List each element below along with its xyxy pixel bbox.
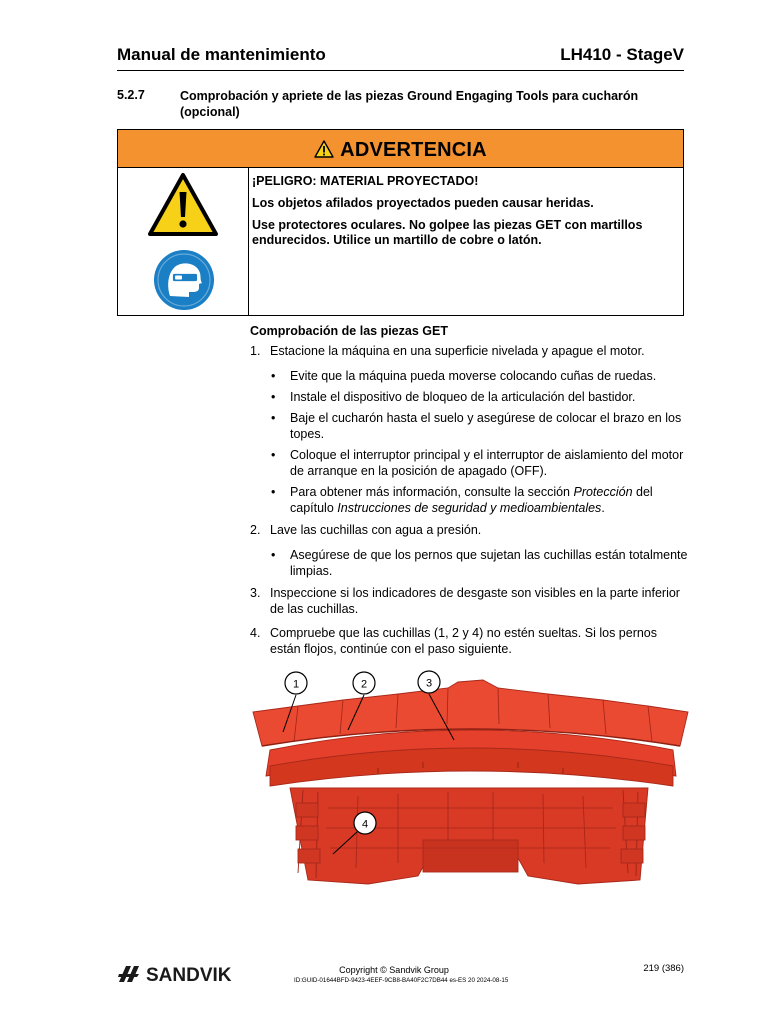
bullet-text: Asegúrese de que los pernos que sujetan las cuchillas están totalmente limpias. [290, 548, 688, 578]
step-text: Compruebe que las cuchillas (1, 2 y 4) no estén sueltas. Si los pernos están flojos, continúe con el paso siguiente. [270, 626, 658, 656]
bullet-text: Baje el cucharón hasta el suelo y asegúrese de colocar el brazo en los topes. [290, 411, 682, 441]
warning-text [252, 174, 669, 255]
warning-title: ADVERTENCIA [340, 139, 487, 161]
step-1-bullets [250, 368, 690, 516]
document-title: Manual de mantenimiento [117, 45, 326, 64]
header-divider [117, 70, 684, 71]
step-number: 1. [250, 344, 261, 358]
procedure [250, 323, 690, 657]
step-text: Estacione la máquina en una superficie nivelada y apague el motor. [270, 344, 645, 358]
warning-box [117, 129, 684, 316]
section-title: Comprobación y apriete de las piezas Ground Engaging Tools para cucharón (opcional) [180, 89, 639, 119]
bullet-item [250, 389, 690, 405]
cross-reference-chapter[interactable]: Instrucciones de seguridad y medioambientales [337, 501, 602, 515]
callout-label: 2 [360, 678, 368, 691]
step-2-bullets [250, 547, 690, 579]
bucket-body [253, 677, 688, 884]
procedure-step [250, 522, 690, 538]
step-number: 4. [250, 626, 261, 640]
machine-model: LH410 - StageV [560, 45, 684, 64]
bullet-text: Para obtener más información, consulte la sección Protección del capítulo Instrucciones de seguridad y medioambientales. [290, 485, 653, 515]
procedure-step [250, 343, 690, 359]
bullet-dot: • [271, 390, 276, 404]
cross-reference-section[interactable]: Protección [573, 485, 633, 499]
bullet-dot: • [271, 411, 276, 425]
bucket-get-illustration [248, 668, 693, 890]
warning-hazard: ¡PELIGRO: MATERIAL PROYECTADO! [252, 174, 479, 188]
procedure-heading: Comprobación de las piezas GET [250, 324, 448, 338]
sandvik-logo [117, 962, 241, 991]
bullet-item [250, 447, 690, 479]
warning-icons [118, 168, 249, 315]
step-text: Inspeccione si los indicadores de desgaste son visibles en la parte inferior de las cuchillas. [270, 586, 680, 616]
bullet-text: Instale el dispositivo de bloqueo de la articulación del bastidor. [290, 390, 636, 404]
callout-label: 1 [292, 678, 300, 691]
warning-triangle-icon [147, 172, 219, 238]
copyright: Copyright © Sandvik Group [339, 965, 449, 975]
warning-header [118, 130, 683, 168]
step-number: 2. [250, 523, 261, 537]
warning-consequence: Los objetos afilados proyectados pueden causar heridas. [252, 196, 594, 210]
bullet-item [250, 368, 690, 384]
page-number: 219 (386) [643, 963, 684, 974]
step-text: Lave las cuchillas con agua a presión. [270, 523, 482, 537]
warning-avoidance: Use protectores oculares. No golpee las piezas GET con martillos endurecidos. Utilice un martillo de cobre o latón. [252, 218, 643, 247]
eye-protection-icon [153, 249, 215, 311]
brand-name: SANDVIK [146, 965, 232, 986]
section-number: 5.2.7 [117, 88, 145, 102]
sandvik-logo-icon [118, 966, 139, 982]
document-id: ID:GUID-01644BFD-9423-4EEF-9CB8-BA40F2C7DB44 es-ES 20 2024-08-15 [294, 977, 509, 984]
procedure-step [250, 585, 690, 617]
bullet-text: Evite que la máquina pueda moverse colocando cuñas de ruedas. [290, 369, 657, 383]
bullet-dot: • [271, 485, 276, 499]
callout-label: 3 [425, 677, 433, 690]
bullet-dot: • [271, 448, 276, 462]
bullet-dot: • [271, 369, 276, 383]
bullet-item [250, 484, 690, 516]
callout-label: 4 [361, 818, 369, 831]
bullet-dot: • [271, 548, 276, 562]
bullet-text: Coloque el interruptor principal y el interruptor de aislamiento del motor de arranque en la posición de apagado (OFF). [290, 448, 684, 478]
bullet-item [250, 547, 690, 579]
warning-small-icon [314, 140, 334, 158]
bullet-item [250, 410, 690, 442]
procedure-step [250, 625, 690, 657]
step-number: 3. [250, 586, 261, 600]
